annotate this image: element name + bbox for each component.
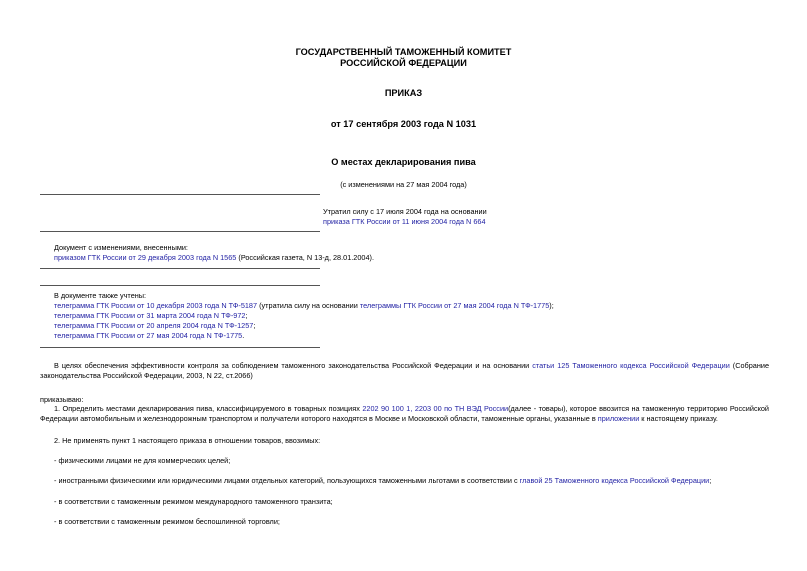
expiry-order-link[interactable]: приказа ГТК России от 11 июня 2004 года N 664 <box>323 217 486 226</box>
considered-item <box>54 321 255 330</box>
document-type: ПРИКАЗ <box>384 88 423 98</box>
tn-ved-link[interactable]: 2202 90 100 1, 2203 00 по ТН ВЭД России <box>362 404 509 413</box>
customs-code-chapter-link[interactable]: главой 25 Таможенного кодекса Российской Федерации <box>519 476 710 485</box>
telegram-link-2[interactable]: телеграммы ГТК России от 27 мая 2004 года N ТФ-1775 <box>359 301 550 310</box>
divider <box>40 268 320 269</box>
changes-source: (Российская газета, N 13-д, 28.01.2004). <box>236 253 374 262</box>
document-date: от 17 сентября 2003 года N 1031 <box>330 119 477 129</box>
customs-code-article-link[interactable]: статьи 125 Таможенного кодекса Российской Федерации <box>532 361 730 370</box>
order-word: приказываю: <box>40 395 84 404</box>
appendix-link[interactable]: приложении <box>597 414 640 423</box>
list-item: - в соответствии с таможенным режимом беспошлинной торговли; <box>54 517 280 526</box>
considered-text: ; <box>253 321 256 330</box>
telegram-link-1[interactable]: телеграмма ГТК России от 10 декабря 2003 года N ТФ-5187 <box>54 301 258 310</box>
telegram-link-5[interactable]: телеграмма ГТК России от 27 мая 2004 года N ТФ-1775 <box>54 331 243 340</box>
considered-text: ); <box>549 301 554 310</box>
changes-item <box>54 253 374 262</box>
paragraph-text: (далее - товары), которое ввозится на таможенную территорию Российской Федерации автомобильным и железнодорожным транспортом и получатели которого находятся в Москве и Московской области, таможенные органы, указанные в <box>40 404 770 423</box>
preamble-paragraph <box>40 361 769 381</box>
divider <box>40 347 320 348</box>
list-item: - физическими лицами не для коммерческих целей; <box>54 456 231 465</box>
considered-text: (утратила силу на основании <box>257 301 360 310</box>
paragraph-text: к настоящему приказу. <box>639 414 718 423</box>
considered-item <box>54 331 244 340</box>
paragraph-text: В целях обеспечения эффективности контроля за соблюдением таможенного законодательства Российской Федерации и на основании <box>54 361 533 370</box>
paragraph-text: ; <box>709 476 712 485</box>
expiry-note: Утратил силу с 17 июля 2004 года на основании <box>323 207 487 216</box>
divider <box>40 231 320 232</box>
amendments-note: (с изменениями на 27 мая 2004 года) <box>340 180 467 189</box>
document-title: О местах декларирования пива <box>331 157 476 167</box>
telegram-link-3[interactable]: телеграмма ГТК России от 31 марта 2004 года N ТФ-972 <box>54 311 246 320</box>
list-item <box>54 476 711 485</box>
considered-item <box>54 301 554 310</box>
divider <box>40 194 320 195</box>
paragraph-text: 1. Определить местами декларирования пива, классифицируемого в товарных позициях <box>54 404 363 413</box>
issuer-line-1: ГОСУДАРСТВЕННЫЙ ТАМОЖЕННЫЙ КОМИТЕТ <box>295 47 512 57</box>
list-item: - в соответствии с таможенным режимом международного таможенного транзита; <box>54 497 333 506</box>
divider <box>40 285 320 286</box>
considered-text: . <box>242 331 245 340</box>
considered-text: ; <box>245 311 248 320</box>
paragraph-text: (Собрание законодательства Российской Федерации, 2003, N 22, ст.2066) <box>40 361 770 380</box>
issuer-line-2: РОССИЙСКОЙ ФЕДЕРАЦИИ <box>340 58 467 68</box>
clause-2-paragraph: 2. Не применять пункт 1 настоящего приказа в отношении товаров, ввозимых: <box>54 436 321 445</box>
paragraph-text: - иностранными физическими или юридическими лицами отдельных категорий, пользующихся таможенными льготами в соответствии с <box>54 476 520 485</box>
changes-order-link[interactable]: приказом ГТК России от 29 декабря 2003 года N 1565 <box>54 253 237 262</box>
changes-label: Документ с изменениями, внесенными: <box>54 243 188 252</box>
considered-item <box>54 311 247 320</box>
telegram-link-4[interactable]: телеграмма ГТК России от 20 апреля 2004 года N ТФ-1257 <box>54 321 254 330</box>
clause-1-paragraph <box>40 404 769 424</box>
considered-label: В документе также учтены: <box>54 291 147 300</box>
